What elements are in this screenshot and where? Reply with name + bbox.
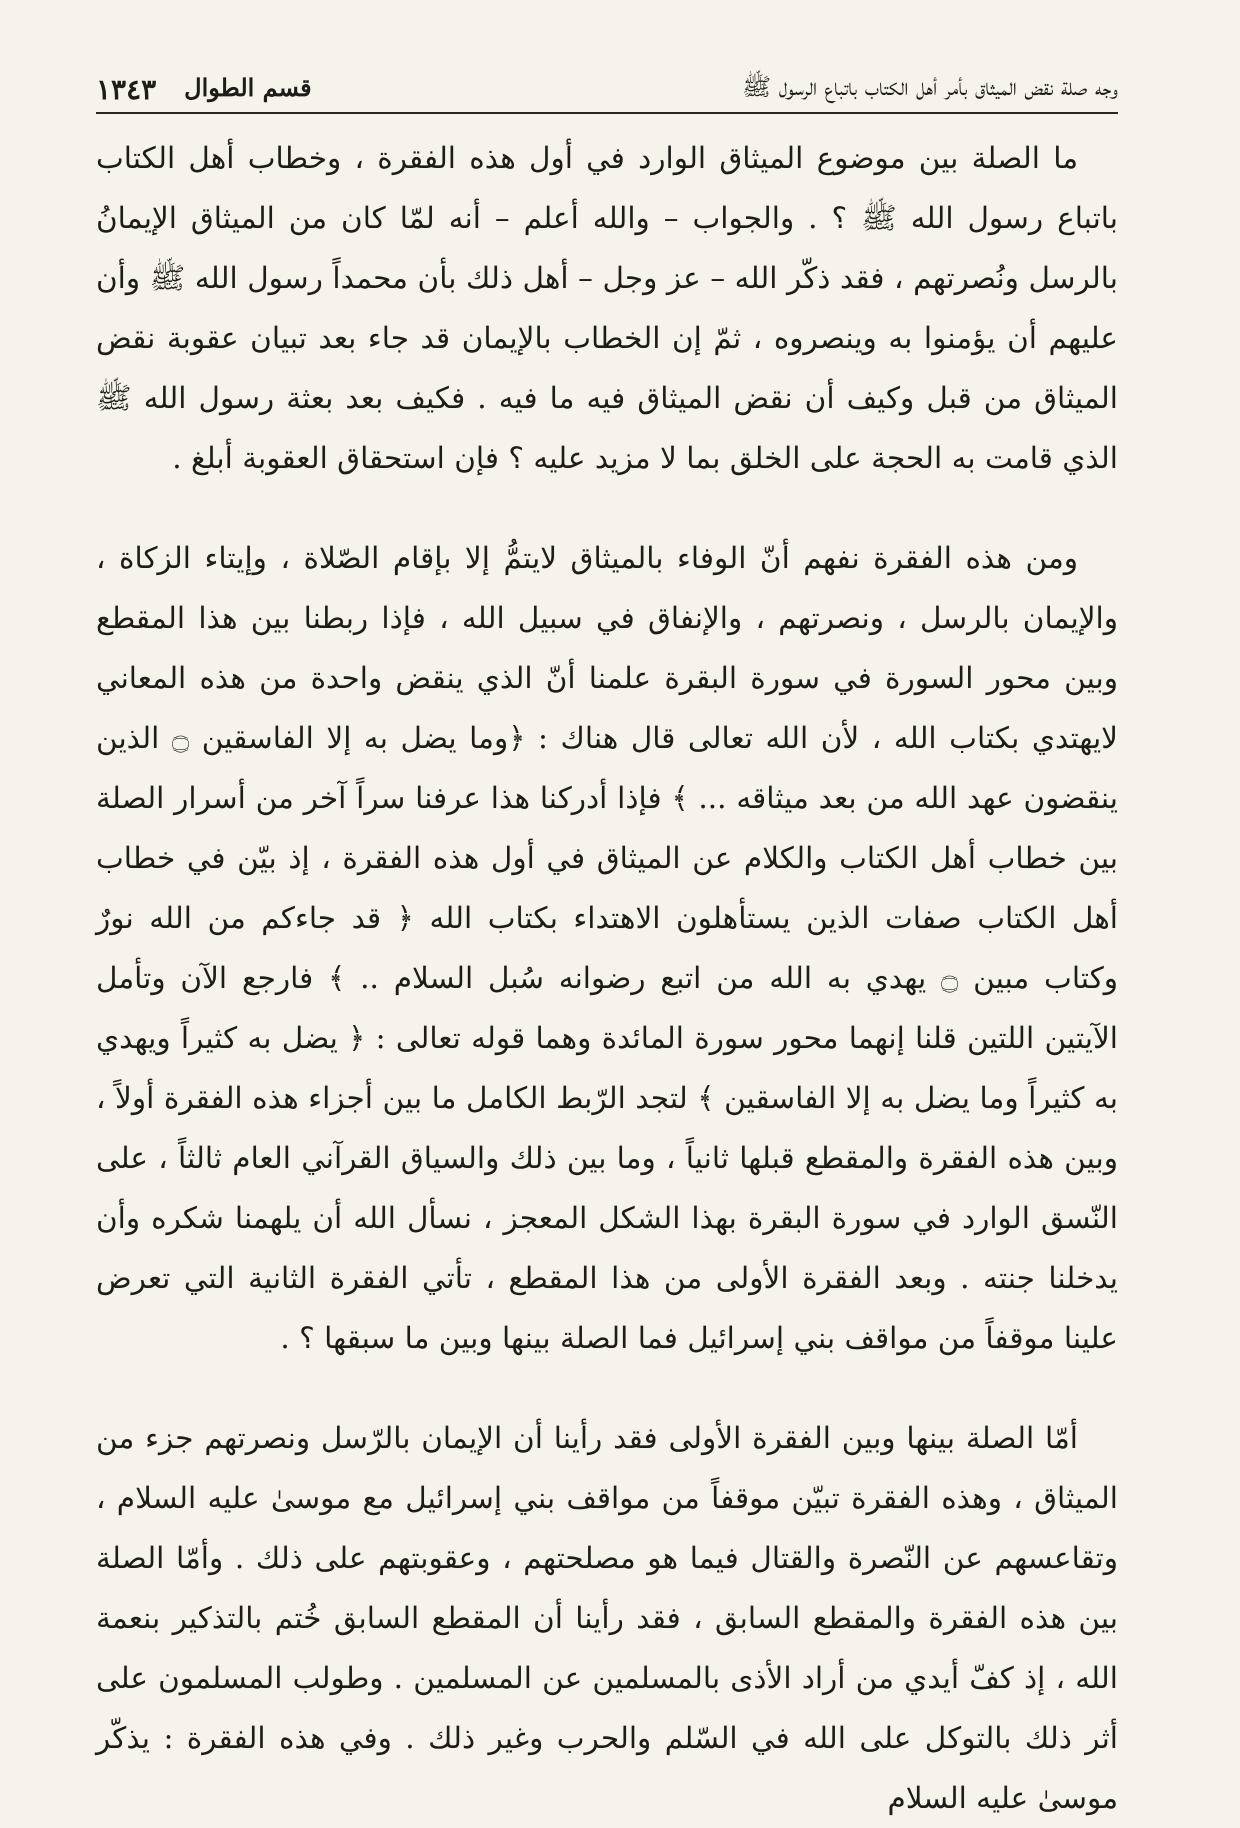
- section-name: قسم الطوال: [184, 72, 312, 102]
- page-number: ١٣٤٣: [96, 72, 157, 106]
- paragraph-3: أمّا الصلة بينها وبين الفقرة الأولى فقد رأينا أن الإيمان بالرّسل ونصرتهم جزء من الميثاق ، وهذه الفقرة تبيّن موقفاً من مواقف بني إسرائيل مع موسىٰ عليه السلام ، وتقاعسهم عن النّصرة والقتال فيما هو مصلحتهم ، وعقوبتهم على ذلك . وأمّا الصلة بين هذه الفقرة والمقطع السابق ، فقد رأينا أن المقطع السابق خُتم بالتذكير بنعمة الله ، إذ كفّ أيدي من أراد الأذى بالمسلمين عن المسلمين . وطولب المسلمون على أثر ذلك بالتوكل على الله في السّلم والحرب وغير ذلك . وفي هذه الفقرة : يذكّر موسىٰ عليه السلام: [96, 1421, 1118, 1815]
- section-info: [96, 73, 312, 106]
- paragraph-1: ما الصلة بين موضوع الميثاق الوارد في أول هذه الفقرة ، وخطاب أهل الكتاب باتباع رسول الله ﷺ ؟ . والجواب – والله أعلم – أنه لمّا كان من الميثاق الإيمانُ بالرسل ونُصرتهم ، فقد ذكّر الله – عز وجل – أهل ذلك بأن محمداً رسول الله ﷺ وأن عليهم أن يؤمنوا به وينصروه ، ثمّ إن الخطاب بالإيمان قد جاء بعد تبيان عقوبة نقض الميثاق من قبل وكيف أن نقض الميثاق فيه ما فيه . فكيف بعد بعثة رسول الله ﷺ الذي قامت به الحجة على الخلق بما لا مزيد عليه ؟ فإن استحقاق العقوبة أبلغ .: [96, 141, 1118, 475]
- running-title: وجه صلة نقض الميثاق بأمر أهل الكتاب باتباع الرسول ﷺ: [742, 72, 1118, 101]
- body-text: [96, 128, 1118, 1828]
- running-header: [96, 66, 1118, 114]
- paragraph-2: ومن هذه الفقرة نفهم أنّ الوفاء بالميثاق لايتمُّ إلا بإقام الصّلاة ، وإيتاء الزكاة ، والإيمان بالرسل ، ونصرتهم ، والإنفاق في سبيل الله ، فإذا ربطنا بين هذا المقطع وبين محور السورة في سورة البقرة علمنا أنّ الذي ينقض واحدة من هذه المعاني لايهتدي بكتاب الله ، لأن الله تعالى قال هناك : ﴿وما يضل به إلا الفاسقين ۝ الذين ينقضون عهد الله من بعد ميثاقه ... ﴾ فإذا أدركنا هذا عرفنا سراً آخر من أسرار الصلة بين خطاب أهل الكتاب والكلام عن الميثاق في أول هذه الفقرة ، إذ بيّن في خطاب أهل الكتاب صفات الذين يستأهلون الاهتداء بكتاب الله ﴿ قد جاءكم من الله نورٌ وكتاب مبين ۝ يهدي به الله من اتبع رضوانه سُبل السلام .. ﴾ فارجع الآن وتأمل الآيتين اللتين قلنا إنهما محور سورة المائدة وهما قوله تعالى : ﴿ يضل به كثيراً ويهدي به كثيراً وما يضل به إلا الفاسقين ﴾ لتجد الرّبط الكامل ما بين أجزاء هذه الفقرة أولاً ، وبين هذه الفقرة والمقطع قبلها ثانياً ، وما بين ذلك والسياق القرآني العام ثالثاً ، على النّسق الوارد في سورة البقرة بهذا الشكل المعجز ، نسأل الله أن يلهمنا شكره وأن يدخلنا جنته . وبعد الفقرة الأولى من هذا المقطع ، تأتي الفقرة الثانية التي تعرض علينا موقفاً من مواقف بني إسرائيل فما الصلة بينها وبين ما سبقها ؟ .: [96, 541, 1119, 1355]
